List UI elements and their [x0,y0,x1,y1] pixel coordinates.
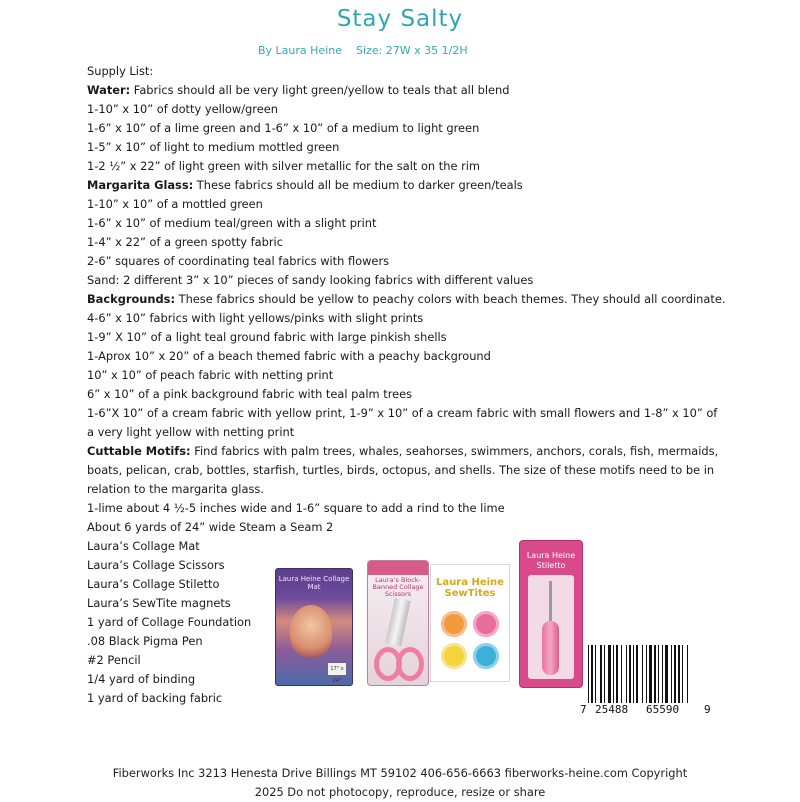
scissors-header [368,561,428,575]
collage-scissors-image [367,560,429,686]
barcode-bar [642,645,643,703]
barcode-bar [678,645,680,703]
barcode-bar [616,645,618,703]
list-item: 6” x 10” of a pink background fabric with teal palm trees [87,387,413,401]
barcode-bar [671,645,672,703]
stiletto-handle [542,621,559,675]
list-item: 1-4” x 22” of a green spotty fabric [87,235,283,249]
motifs-heading: Cuttable Motifs: Find fabrics with palm trees, whales, seahorses, swimmers, anchors, corals, fish, mermaids, boats, pelican, crab, bottles, starfish, turtles, birds, octopus, and shells. The size of these motifs need to be in relation to the margarita glass. [87,444,719,496]
list-item: 1-9” X 10” of a light teal ground fabric with large pinkish shells [87,330,447,344]
list-item: #2 Pencil [87,653,141,667]
collage-mat-label: Laura Heine Collage Mat [278,575,350,591]
supply-heading: Supply List: [87,64,154,78]
barcode-bar [665,645,668,703]
barcode-bar [658,645,659,703]
list-item: Laura’s Collage Scissors [87,558,225,572]
mat-size-tag: 17" x 24" [328,663,346,675]
stiletto-label: Laura Heine Stiletto [526,551,576,570]
list-item: 2-6” squares of coordinating teal fabrics with flowers [87,254,390,268]
barcode-bar [604,645,605,703]
barcode-bar [646,645,647,703]
list-item: 4-6” x 10” fabrics with light yellows/pinks with slight prints [87,311,424,325]
list-item: Laura’s Collage Mat [87,539,200,553]
list-item: 1-10” x 10” of dotty yellow/green [87,102,278,116]
flower-magnet-icon [473,643,499,669]
barcode-bar [636,645,638,703]
scissors-label: Laura’s Block-Banned Collage Scissors [372,576,424,598]
backgrounds-heading: Backgrounds: These fabrics should be yellow to peachy colors with beach themes. They should all coordinate. [87,292,726,306]
flower-magnet-icon [473,611,499,637]
scissors-handle [396,647,424,681]
author: By Laura Heine [258,44,342,57]
barcode-bar [613,645,614,703]
barcode-bar [588,645,589,703]
flower-magnet-icon [441,611,467,637]
list-item: .08 Black Pigma Pen [87,634,203,648]
barcode: 7 25488 65590 9 [580,645,715,735]
sewtites-label: Laura Heine SewTites [436,577,504,599]
water-heading: Water: Fabrics should all be very light green/yellow to teals that all blend [87,83,510,97]
barcode-bar [621,645,622,703]
barcode-bar [608,645,611,703]
list-item: About 6 yards of 24” wide Steam a Seam 2 [87,520,334,534]
list-item: 1-lime about 4 ½-5 inches wide and 1-6” square to add a rind to the lime [87,501,505,515]
list-item: 10” x 10” of peach fabric with netting print [87,368,334,382]
stiletto-needle [549,581,552,621]
barcode-bar [633,645,634,703]
list-item: 1-5” x 10” of light to medium mottled green [87,140,340,154]
list-item: 1-Aprox 10” x 20” of a beach themed fabric with a peachy background [87,349,491,363]
barcode-bar [629,645,631,703]
list-item: 1/4 yard of binding [87,672,196,686]
list-item: 1 yard of Collage Foundation [87,615,252,629]
list-item: 1-2 ½” x 22” of light green with silver metallic for the salt on the rim [87,159,481,173]
byline [258,44,468,57]
footer [0,764,800,802]
list-item: Laura’s Collage Stiletto [87,577,220,591]
flower-magnet-icon [441,643,467,669]
list-item: 1-6” x 10” of medium teal/green with a slight print [87,216,377,230]
list-item: 1-6” x 10” of a lime green and 1-6” x 10” of a medium to light green [87,121,480,135]
collage-mat-image [275,568,353,686]
list-item: Laura’s SewTite magnets [87,596,231,610]
footer-line: 2025 Do not photocopy, reproduce, resize or share [254,785,546,799]
barcode-bar [674,645,676,703]
barcode-bar [591,645,593,703]
footer-line: Fiberworks Inc 3213 Henesta Drive Billings MT 59102 406-656-6663 fiberworks-heine.com Copyright [112,766,688,780]
barcode-bar [626,645,627,703]
list-item: 1-6”X 10” of a cream fabric with yellow print, 1-9” x 10” of a cream fabric with small flowers and 1-8” x 10” of a very light yellow with netting print [87,406,718,439]
barcode-bar [654,645,656,703]
barcode-bars [580,645,715,707]
portrait-art [290,605,332,657]
stiletto-image [519,540,583,688]
barcode-bar [595,645,596,703]
sewtites-image [430,564,510,682]
pattern-title: Stay Salty [336,6,464,32]
glass-heading: Margarita Glass: These fabrics should all be medium to darker green/teals [87,178,523,192]
barcode-bar [600,645,602,703]
scissors-blade [385,598,410,646]
finished-size: Size: 27W x 35 1/2H [356,44,468,57]
barcode-bar [687,645,688,703]
barcode-bar [662,645,663,703]
list-item: 1 yard of backing fabric [87,691,223,705]
list-item: 1-10” x 10” of a mottled green [87,197,263,211]
list-item: Sand: 2 different 3” x 10” pieces of sandy looking fabrics with different values [87,273,534,287]
barcode-bar [682,645,683,703]
barcode-bar [649,645,652,703]
